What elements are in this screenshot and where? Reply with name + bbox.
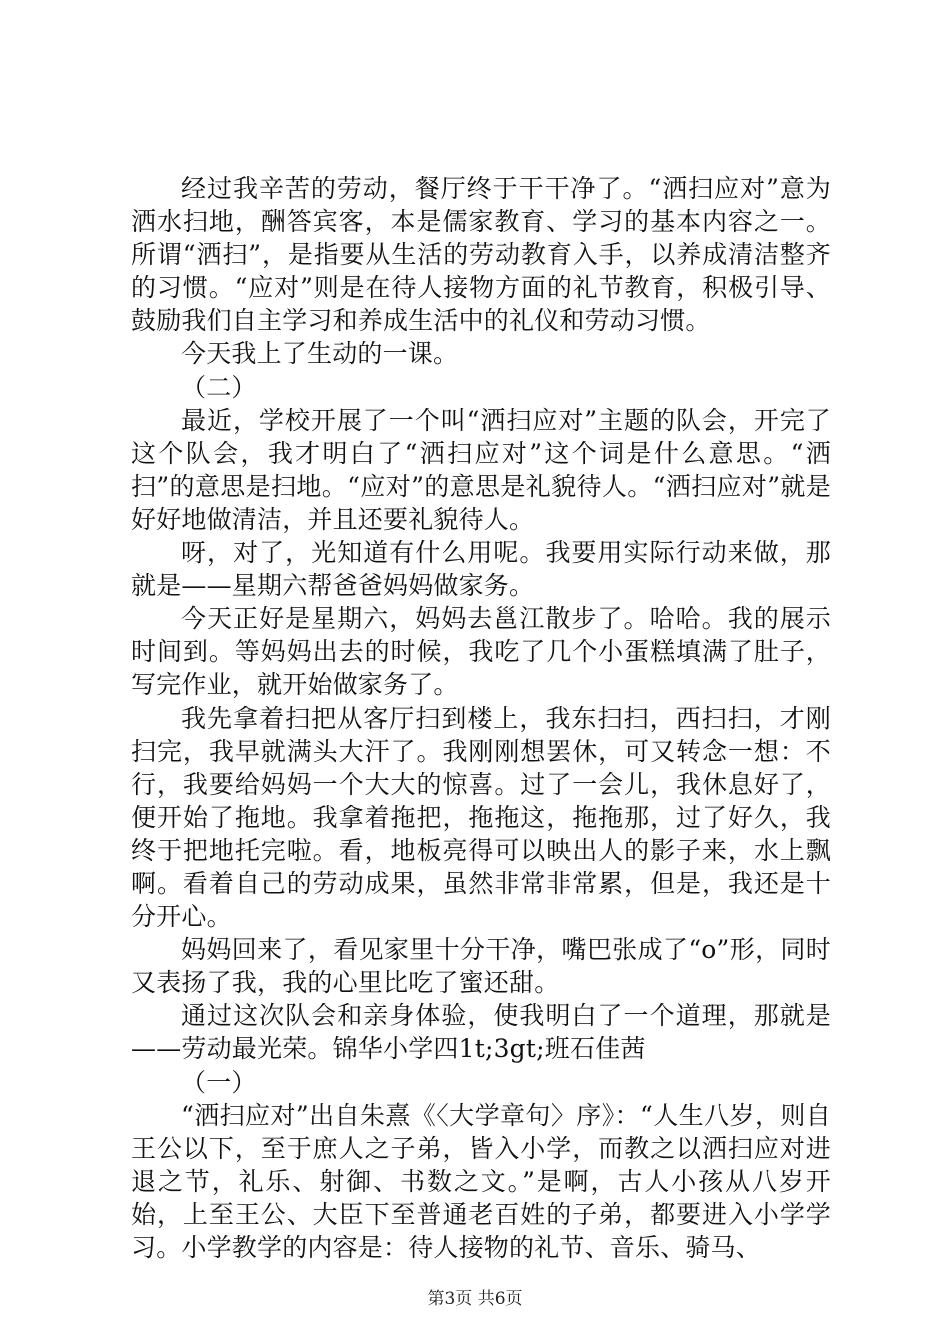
section-heading: （一） <box>181 1067 257 1097</box>
document-body <box>131 172 831 1264</box>
paragraph: “洒扫应对”出自朱熹《〈大学章句〉序》：“人生八岁，则自王公以下，至于庶人之子弟，皆入小学，而教之以洒扫应对进退之节，礼乐、射御、书数之文。”是啊，古人小孩从八岁开始，上至王公、大臣下至普通老百姓的子弟，都要进入小学学习。小学教学的内容是：待人接物的礼节、音乐、骑马、 <box>131 1100 831 1262</box>
paragraph: 今天正好是星期六，妈妈去邕江散步了。哈哈。我的展示时间到。等妈妈出去的时候，我吃了几个小蛋糕填满了肚子，写完作业，就开始做家务了。 <box>131 604 831 700</box>
paragraph: 呀，对了，光知道有什么用呢。我要用实际行动来做，那就是——星期六帮爸爸妈妈做家务。 <box>131 538 831 601</box>
paragraph: 最近，学校开展了一个叫“洒扫应对”主题的队会，开完了这个队会，我才明白了“洒扫应对”这个词是什么意思。“洒扫”的意思是扫地。“应对”的意思是礼貌待人。“洒扫应对”就是好好地做清洁，并且还要礼貌待人。 <box>131 405 831 534</box>
paragraph: 通过这次队会和亲身体验，使我明白了一个道理，那就是——劳动最光荣。锦华小学四1t;3gt;班石佳茜 <box>131 1001 831 1064</box>
paragraph: 经过我辛苦的劳动，餐厅终于干干净了。“洒扫应对”意为洒水扫地，酬答宾客，本是儒家教育、学习的基本内容之一。所谓“洒扫”，是指要从生活的劳动教育入手，以养成清洁整齐的习惯。“应对”则是在待人接物方面的礼节教育，积极引导、鼓励我们自主学习和养成生活中的礼仪和劳动习惯。 <box>131 174 831 336</box>
section-heading: （二） <box>181 372 257 402</box>
paragraph: 我先拿着扫把从客厅扫到楼上，我东扫扫，西扫扫，才刚扫完，我早就满头大汗了。我刚刚想罢休，可又转念一想：不行，我要给妈妈一个大大的惊喜。过了一会儿，我休息好了，便开始了拖地。我拿着拖把，拖拖这，拖拖那，过了好久，我终于把地托完啦。看，地板亮得可以映出人的影子来，水上飘啊。看着自己的劳动成果，虽然非常非常累，但是，我还是十分开心。 <box>131 703 831 932</box>
paragraph: 今天我上了生动的一课。 <box>181 339 459 369</box>
paragraph: 妈妈回来了，看见家里十分干净，嘴巴张成了“o”形，同时又表扬了我，我的心里比吃了蜜还甜。 <box>131 935 831 998</box>
page-footer: 第3页 共6页 <box>427 1289 523 1309</box>
